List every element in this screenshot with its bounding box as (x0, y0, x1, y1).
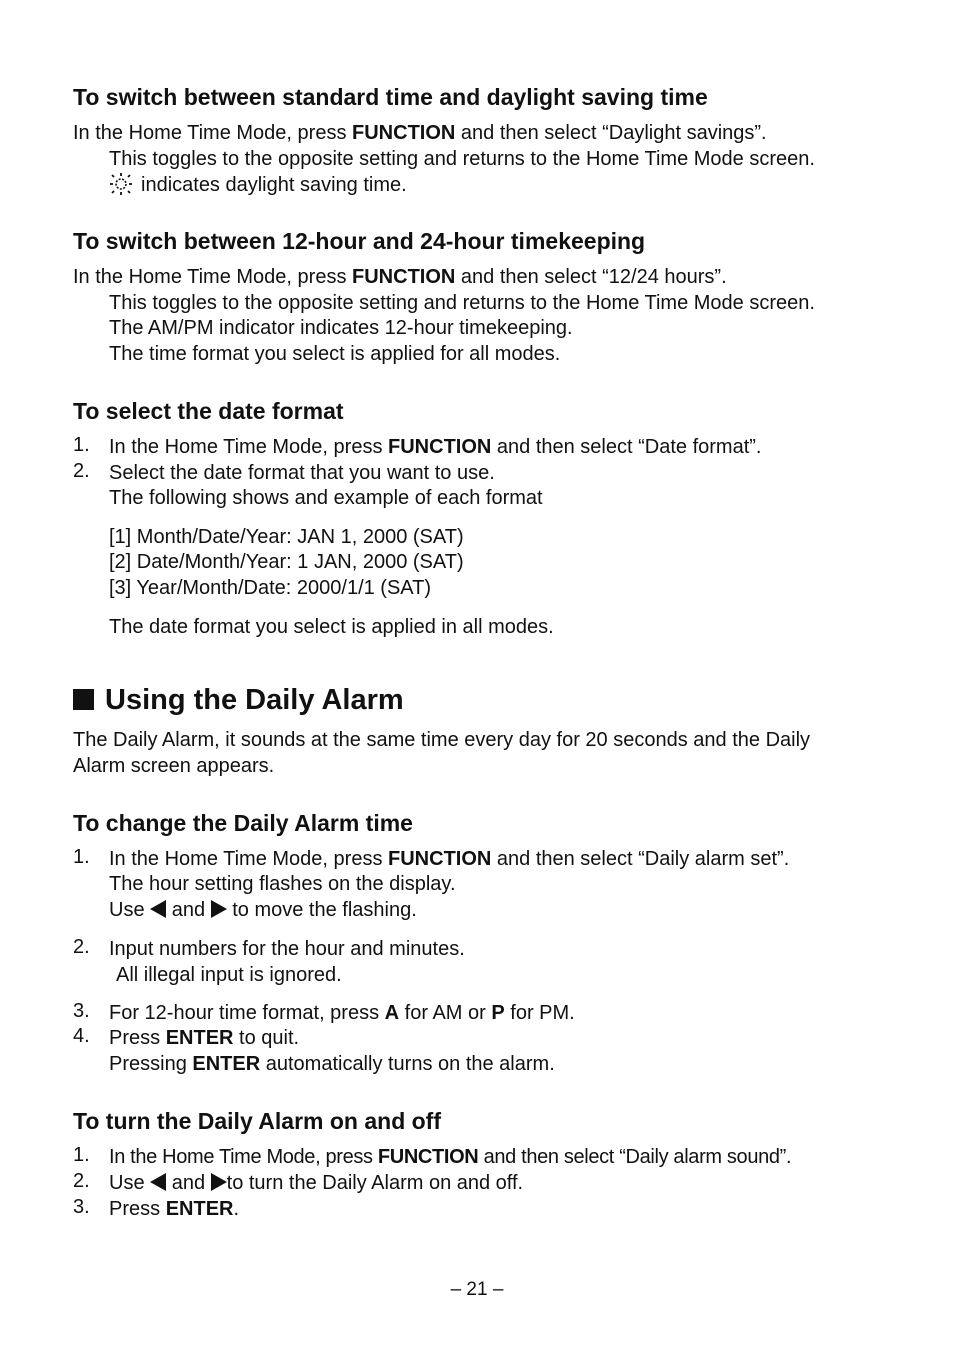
text: In the Home Time Mode, press (73, 266, 353, 288)
paragraph: The AM/PM indicator indicates 12-hour timekeeping. (109, 317, 573, 339)
text: and then select “Date format”. (491, 436, 762, 458)
key-function: FUNCTION (388, 436, 492, 458)
text: Use (109, 1172, 145, 1194)
square-bullet-icon (73, 689, 94, 710)
text: to quit. (233, 1027, 300, 1049)
format-example-2: [2] Date/Month/Year: 1 JAN, 2000 (SAT) (109, 551, 464, 573)
text: In the Home Time Mode, press (109, 436, 389, 458)
paragraph (73, 120, 767, 146)
list-item (109, 1000, 575, 1026)
heading-12-24-hour: To switch between 12-hour and 24-hour timekeeping (73, 228, 646, 254)
section-title-daily-alarm (73, 684, 404, 717)
list-item (109, 1196, 239, 1222)
text: indicates daylight saving time. (141, 174, 407, 196)
heading-daylight-saving: To switch between standard time and daylight saving time (73, 84, 708, 110)
text: and then select “Daylight savings”. (455, 122, 767, 144)
heading-date-format: To select the date format (73, 398, 344, 424)
paragraph (109, 172, 407, 198)
paragraph (109, 1051, 555, 1077)
text: Using the Daily Alarm (105, 684, 404, 716)
heading-alarm-on-off: To turn the Daily Alarm on and off (73, 1108, 441, 1134)
paragraph: The time format you select is applied for all modes. (109, 343, 561, 365)
left-arrow-icon (150, 900, 166, 918)
text: Pressing (109, 1053, 193, 1075)
list-item: Select the date format that you want to use. (109, 462, 495, 484)
key-enter: ENTER (165, 1027, 234, 1049)
text: to turn the Daily Alarm on and off. (226, 1172, 524, 1194)
list-number: 1. (73, 846, 90, 868)
key-p: P (491, 1002, 505, 1024)
text: and then select “Daily alarm set”. (491, 848, 790, 870)
key-function: FUNCTION (377, 1146, 479, 1168)
key-function: FUNCTION (352, 266, 456, 288)
list-number: 2. (73, 460, 90, 482)
text: to move the flashing. (232, 899, 417, 921)
text: for PM. (504, 1002, 575, 1024)
key-function: FUNCTION (388, 848, 492, 870)
left-arrow-icon (150, 1173, 166, 1191)
list-item (109, 846, 789, 872)
text: Press (109, 1027, 166, 1049)
key-enter: ENTER (192, 1053, 261, 1075)
paragraph: The Daily Alarm, it sounds at the same time every day for 20 seconds and the Daily (73, 729, 811, 751)
paragraph: All illegal input is ignored. (116, 964, 342, 986)
text: For 12-hour time format, press (109, 1002, 385, 1024)
text: automatically turns on the alarm. (260, 1053, 555, 1075)
text: and then select “12/24 hours”. (455, 266, 727, 288)
list-item (109, 434, 761, 460)
list-item (109, 1170, 523, 1196)
paragraph: The hour setting flashes on the display. (109, 873, 456, 895)
paragraph: The following shows and example of each format (109, 487, 543, 509)
heading-change-alarm-time: To change the Daily Alarm time (73, 810, 413, 836)
paragraph (73, 264, 727, 290)
sun-icon (109, 173, 133, 195)
list-number: 2. (73, 1170, 90, 1192)
list-number: 4. (73, 1025, 90, 1047)
text: In the Home Time Mode, press (109, 848, 389, 870)
text: In the Home Time Mode, press (109, 1146, 378, 1168)
format-example-3: [3] Year/Month/Date: 2000/1/1 (SAT) (109, 577, 432, 599)
key-a: A (384, 1002, 400, 1024)
list-item (109, 1025, 299, 1051)
page-number: – 21 – (450, 1279, 504, 1300)
text: Press (109, 1198, 166, 1220)
paragraph (109, 897, 417, 923)
paragraph: Alarm screen appears. (73, 755, 275, 777)
right-arrow-icon (211, 1173, 227, 1191)
text: . (233, 1198, 240, 1220)
paragraph: The date format you select is applied in all modes. (109, 616, 554, 638)
text: for AM or (399, 1002, 492, 1024)
text: and (171, 899, 206, 921)
list-number: 3. (73, 1196, 90, 1218)
list-number: 2. (73, 936, 90, 958)
right-arrow-icon (211, 900, 227, 918)
paragraph: This toggles to the opposite setting and returns to the Home Time Mode screen. (109, 148, 815, 170)
text: In the Home Time Mode, press (73, 122, 353, 144)
list-item (109, 1144, 791, 1170)
key-function: FUNCTION (352, 122, 456, 144)
list-number: 1. (73, 1144, 90, 1166)
key-enter: ENTER (165, 1198, 234, 1220)
list-number: 3. (73, 1000, 90, 1022)
text: and (171, 1172, 206, 1194)
format-example-1: [1] Month/Date/Year: JAN 1, 2000 (SAT) (109, 526, 464, 548)
text: Use (109, 899, 145, 921)
list-number: 1. (73, 434, 90, 456)
text: and then select “Daily alarm sound”. (478, 1146, 792, 1168)
paragraph: This toggles to the opposite setting and returns to the Home Time Mode screen. (109, 292, 815, 314)
list-item: Input numbers for the hour and minutes. (109, 938, 465, 960)
